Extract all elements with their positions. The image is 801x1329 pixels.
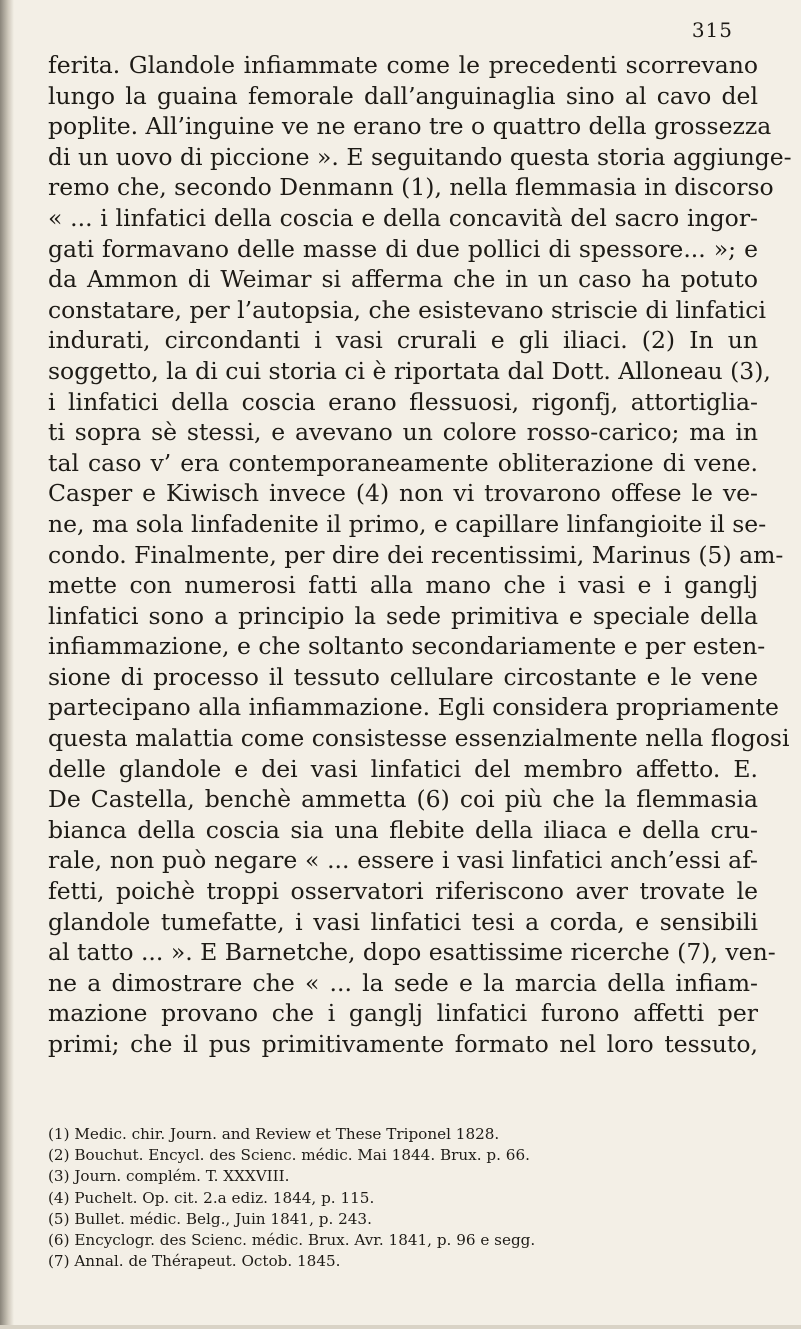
text-line: indurati, circondanti i vasi crurali e gli iliaci. (2) In un [48, 326, 758, 355]
text-line: questa malattia come consistesse essenzialmente nella flogosi [48, 724, 790, 753]
text-line: De Castella, benchè ammetta (6) coi più che la flemmasia [48, 785, 758, 814]
text-line: mette con numerosi fatti alla mano che i vasi e i ganglj [48, 571, 758, 600]
text-line: ferita. Glandole infiammate come le precedenti scorrevano [48, 51, 758, 79]
page-edge [0, 1325, 801, 1329]
text-line: bianca della coscia sia una flebite della iliaca e della cru- [48, 815, 758, 844]
text-line: « ... i linfatici della coscia e della concavità del sacro ingor- [48, 203, 758, 232]
text-line: gati formavano delle masse di due pollici di spessore... »; e [48, 234, 758, 263]
footnote: (2) Bouchut. Encycl. des Scienc. médic. Mai 1844. Brux. p. 66. [48, 1146, 530, 1165]
text-line: rale, non può negare « ... essere i vasi linfatici anch’essi af- [48, 846, 758, 875]
text-line: poplite. All’inguine ve ne erano tre o quattro della grossezza [48, 112, 772, 141]
text-line: ti sopra sè stessi, e avevano un colore rosso-carico; ma in [48, 418, 758, 447]
text-line: primi; che il pus primitivamente formato nel loro tessuto, [48, 1030, 758, 1058]
text-line: soggetto, la di cui storia ci è riportata dal Dott. Alloneau (3), [48, 356, 771, 385]
text-line: sione di processo il tessuto cellulare circostante e le vene [48, 662, 758, 691]
text-line: lungo la guaina femorale dall’anguinaglia sino al cavo del [48, 81, 758, 110]
text-line: infiammazione, e che soltanto secondariamente e per esten- [48, 632, 766, 661]
footnote: (4) Puchelt. Op. cit. 2.a ediz. 1844, p. 115. [48, 1188, 375, 1207]
text-line: partecipano alla infiammazione. Egli considera propriamente [48, 693, 779, 722]
text-line: Casper e Kiwisch invece (4) non vi trovarono offese le ve- [48, 479, 758, 508]
binding-shadow [0, 0, 14, 1329]
text-line: glandole tumefatte, i vasi linfatici tesi a corda, e sensibili [48, 907, 758, 936]
page-number: 315 [691, 18, 733, 42]
text-line: remo che, secondo Denmann (1), nella flemmasia in discorso [48, 173, 774, 202]
footnote: (7) Annal. de Thérapeut. Octob. 1845. [48, 1252, 341, 1271]
footnote: (5) Bullet. médic. Belg., Juin 1841, p. 243. [48, 1209, 372, 1228]
text-line: mazione provano che i ganglj linfatici furono affetti per [48, 999, 758, 1028]
text-line: condo. Finalmente, per dire dei recentissimi, Marinus (5) am- [48, 540, 784, 569]
text-line: di un uovo di piccione ». E seguitando questa storia aggiunge- [48, 142, 792, 171]
text-line: delle glandole e dei vasi linfatici del membro affetto. E. [48, 754, 758, 783]
text-line: constatare, per l’autopsia, che esistevano striscie di linfatici [48, 295, 766, 324]
footnote: (6) Encyclogr. des Scienc. médic. Brux. Avr. 1841, p. 96 e segg. [48, 1230, 536, 1249]
text-line: i linfatici della coscia erano flessuosi, rigonfj, attortiglia- [48, 387, 758, 416]
footnotes [48, 1124, 768, 1272]
footnote: (1) Medic. chir. Journ. and Review et These Triponel 1828. [48, 1125, 500, 1143]
footnote: (3) Journ. complém. T. XXXVIII. [48, 1167, 290, 1186]
text-line: ne, ma sola linfadenite il primo, e capillare linfangioite il se- [48, 509, 767, 538]
text-line: fetti, poichè troppi osservatori riferiscono aver trovate le [48, 877, 758, 906]
text-line: tal caso v’ era contemporaneamente obliterazione di vene. [48, 448, 758, 477]
text-line: da Ammon di Weimar si afferma che in un caso ha potuto [48, 265, 758, 294]
text-line: al tatto ... ». E Barnetche, dopo esattissime ricerche (7), ven- [48, 938, 776, 967]
text-line: linfatici sono a principio la sede primitiva e speciale della [48, 601, 758, 630]
main-text [48, 50, 792, 1060]
text-line: ne a dimostrare che « ... la sede e la marcia della infiam- [48, 968, 758, 997]
